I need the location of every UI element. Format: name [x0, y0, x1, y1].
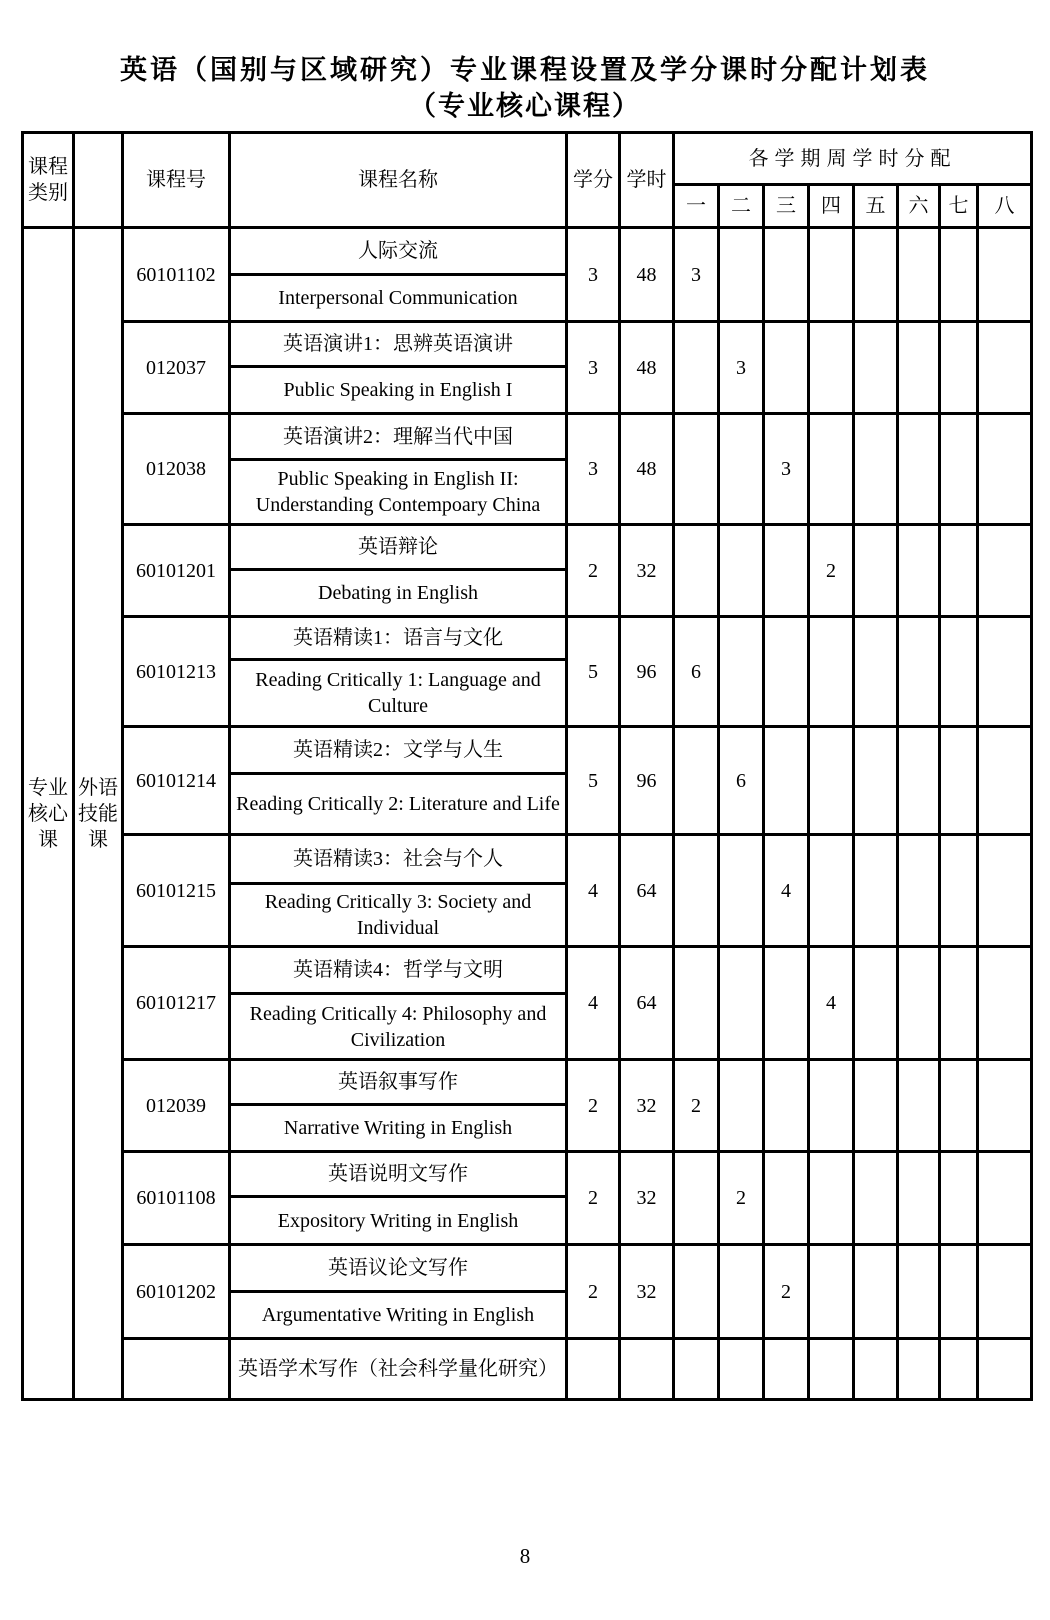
semester-cell — [719, 1245, 764, 1339]
semester-cell — [940, 947, 978, 1060]
semester-cell — [978, 322, 1032, 414]
semester-cell — [764, 947, 809, 1060]
table-row — [23, 414, 1032, 460]
semester-cell — [940, 322, 978, 414]
semester-cell — [854, 1339, 898, 1400]
header-course-no: 课程号 — [123, 133, 230, 228]
hours-cell: 64 — [620, 947, 674, 1060]
semester-cell — [674, 835, 719, 947]
credits-cell: 4 — [567, 947, 620, 1060]
table-row — [23, 1152, 1032, 1197]
semester-cell — [854, 228, 898, 322]
semester-cell — [898, 947, 940, 1060]
course-name-cn: 英语学术写作（社会科学量化研究） — [230, 1339, 567, 1400]
credits-cell: 5 — [567, 617, 620, 727]
table-row — [23, 835, 1032, 884]
course-name-cn: 英语精读3：社会与个人 — [230, 835, 567, 884]
semester-cell — [940, 1060, 978, 1152]
semester-cell — [764, 617, 809, 727]
category-label-major-core: 专业核心课 — [23, 228, 74, 1400]
semester-cell — [898, 1152, 940, 1245]
semester-cell: 6 — [719, 727, 764, 835]
credits-cell: 5 — [567, 727, 620, 835]
semester-cell — [764, 322, 809, 414]
semester-cell — [940, 1152, 978, 1245]
semester-cell — [978, 617, 1032, 727]
semester-cell — [809, 617, 854, 727]
semester-cell — [809, 1152, 854, 1245]
semester-cell — [940, 617, 978, 727]
semester-cell — [809, 414, 854, 525]
course-name-cn: 英语叙事写作 — [230, 1060, 567, 1105]
course-name-en: Argumentative Writing in English — [230, 1292, 567, 1339]
semester-cell — [854, 525, 898, 617]
hours-cell: 96 — [620, 617, 674, 727]
course-number-cell: 60101108 — [123, 1152, 230, 1245]
header-credits: 学分 — [567, 133, 620, 228]
semester-cell — [898, 414, 940, 525]
course-name-en: Debating in English — [230, 570, 567, 617]
semester-cell — [978, 1245, 1032, 1339]
semester-cell — [764, 1060, 809, 1152]
semester-cell — [764, 228, 809, 322]
header-sem-6: 六 — [898, 185, 940, 228]
course-number-cell: 60101215 — [123, 835, 230, 947]
course-number-cell: 012038 — [123, 414, 230, 525]
semester-cell — [674, 525, 719, 617]
semester-cell — [764, 727, 809, 835]
table-row — [23, 617, 1032, 660]
semester-cell — [674, 947, 719, 1060]
semester-cell — [854, 1245, 898, 1339]
semester-cell — [940, 1339, 978, 1400]
semester-cell: 6 — [674, 617, 719, 727]
semester-cell — [764, 1339, 809, 1400]
course-name-en: Reading Critically 4: Philosophy and Civilization — [230, 994, 567, 1060]
course-name-cn: 英语议论文写作 — [230, 1245, 567, 1292]
semester-cell — [854, 1060, 898, 1152]
semester-cell: 3 — [764, 414, 809, 525]
header-blank — [74, 133, 123, 228]
course-name-cn: 英语演讲2：理解当代中国 — [230, 414, 567, 460]
semester-cell — [719, 947, 764, 1060]
semester-cell — [854, 1152, 898, 1245]
course-number-cell: 60101102 — [123, 228, 230, 322]
semester-cell: 3 — [719, 322, 764, 414]
semester-cell — [978, 835, 1032, 947]
course-name-cn: 英语精读1：语言与文化 — [230, 617, 567, 660]
semester-cell — [898, 525, 940, 617]
hours-cell: 48 — [620, 228, 674, 322]
semester-cell — [978, 525, 1032, 617]
semester-cell: 2 — [674, 1060, 719, 1152]
course-name-en: Interpersonal Communication — [230, 275, 567, 322]
semester-cell — [674, 1339, 719, 1400]
course-number-cell: 60101202 — [123, 1245, 230, 1339]
page-subtitle: （专业核心课程） — [409, 91, 641, 121]
semester-cell — [898, 835, 940, 947]
credits-cell: 2 — [567, 1152, 620, 1245]
course-name-en: Public Speaking in English I — [230, 367, 567, 414]
page-title: 英语（国别与区域研究）专业课程设置及学分课时分配计划表 — [120, 55, 930, 85]
semester-cell — [854, 835, 898, 947]
hours-cell: 32 — [620, 1152, 674, 1245]
table-row — [23, 322, 1032, 367]
semester-cell — [809, 1060, 854, 1152]
table-row — [23, 727, 1032, 774]
course-number-cell — [123, 1339, 230, 1400]
semester-cell — [719, 617, 764, 727]
hours-cell: 96 — [620, 727, 674, 835]
hours-cell: 32 — [620, 525, 674, 617]
course-number-cell: 60101214 — [123, 727, 230, 835]
header-sem-2: 二 — [719, 185, 764, 228]
semester-cell — [978, 1339, 1032, 1400]
semester-cell — [940, 727, 978, 835]
table-row — [23, 1060, 1032, 1105]
table-row — [23, 525, 1032, 570]
hours-cell — [620, 1339, 674, 1400]
table-row — [23, 1339, 1032, 1400]
semester-cell — [940, 414, 978, 525]
semester-cell: 3 — [674, 228, 719, 322]
header-category: 课程类别 — [23, 133, 74, 228]
semester-cell: 2 — [719, 1152, 764, 1245]
semester-cell — [940, 835, 978, 947]
semester-cell — [978, 727, 1032, 835]
semester-cell — [854, 617, 898, 727]
semester-cell — [898, 228, 940, 322]
header-semester-group: 各学期周学时分配 — [674, 133, 1032, 185]
header-sem-4: 四 — [809, 185, 854, 228]
semester-cell: 4 — [809, 947, 854, 1060]
credits-cell: 3 — [567, 322, 620, 414]
semester-cell — [898, 1060, 940, 1152]
header-hours: 学时 — [620, 133, 674, 228]
course-name-en: Reading Critically 1: Language and Culture — [230, 660, 567, 727]
course-name-cn: 英语辩论 — [230, 525, 567, 570]
semester-cell — [940, 525, 978, 617]
semester-cell — [809, 727, 854, 835]
semester-cell — [809, 322, 854, 414]
course-name-cn: 英语精读4：哲学与文明 — [230, 947, 567, 994]
credits-cell: 3 — [567, 228, 620, 322]
header-sem-3: 三 — [764, 185, 809, 228]
hours-cell: 32 — [620, 1245, 674, 1339]
semester-cell — [898, 727, 940, 835]
semester-cell — [854, 727, 898, 835]
course-name-cn: 英语精读2：文学与人生 — [230, 727, 567, 774]
semester-cell — [674, 1245, 719, 1339]
header-course-name: 课程名称 — [230, 133, 567, 228]
semester-cell — [940, 228, 978, 322]
semester-cell — [978, 1060, 1032, 1152]
credits-cell: 3 — [567, 414, 620, 525]
semester-cell — [898, 617, 940, 727]
semester-cell — [978, 947, 1032, 1060]
semester-cell: 2 — [764, 1245, 809, 1339]
header-sem-7: 七 — [940, 185, 978, 228]
semester-cell — [854, 414, 898, 525]
semester-cell — [764, 1152, 809, 1245]
semester-cell: 2 — [809, 525, 854, 617]
semester-cell — [719, 1060, 764, 1152]
semester-cell — [898, 322, 940, 414]
semester-cell — [674, 1152, 719, 1245]
category-label-language-skill: 外语技能课 — [74, 228, 123, 1400]
course-name-en: Reading Critically 2: Literature and Life — [230, 774, 567, 835]
credits-cell: 4 — [567, 835, 620, 947]
course-name-en: Expository Writing in English — [230, 1197, 567, 1245]
semester-cell — [809, 835, 854, 947]
table-row — [23, 228, 1032, 275]
semester-cell — [854, 947, 898, 1060]
semester-cell — [809, 228, 854, 322]
semester-cell — [854, 322, 898, 414]
credits-cell — [567, 1339, 620, 1400]
hours-cell: 32 — [620, 1060, 674, 1152]
semester-cell — [898, 1245, 940, 1339]
hours-cell: 48 — [620, 414, 674, 525]
semester-cell — [940, 1245, 978, 1339]
credits-cell: 2 — [567, 1245, 620, 1339]
course-name-cn: 英语说明文写作 — [230, 1152, 567, 1197]
page-number: 8 — [519, 1544, 531, 1568]
course-number-cell: 60101213 — [123, 617, 230, 727]
semester-cell — [978, 414, 1032, 525]
credits-cell: 2 — [567, 525, 620, 617]
semester-cell — [674, 322, 719, 414]
semester-cell — [809, 1339, 854, 1400]
semester-cell — [719, 1339, 764, 1400]
semester-cell — [719, 414, 764, 525]
semester-cell — [719, 525, 764, 617]
header-sem-8: 八 — [978, 185, 1032, 228]
semester-cell — [719, 835, 764, 947]
semester-cell — [764, 525, 809, 617]
course-name-en: Public Speaking in English II: Understanding Contempoary China — [230, 460, 567, 525]
course-name-en: Reading Critically 3: Society and Individual — [230, 884, 567, 947]
course-number-cell: 60101217 — [123, 947, 230, 1060]
course-table — [21, 131, 1033, 1401]
semester-cell — [809, 1245, 854, 1339]
semester-cell — [719, 228, 764, 322]
semester-cell: 4 — [764, 835, 809, 947]
course-name-en: Narrative Writing in English — [230, 1105, 567, 1152]
semester-cell — [898, 1339, 940, 1400]
course-name-cn: 英语演讲1：思辨英语演讲 — [230, 322, 567, 367]
table-row — [23, 1245, 1032, 1292]
header-sem-1: 一 — [674, 185, 719, 228]
credits-cell: 2 — [567, 1060, 620, 1152]
course-number-cell: 012039 — [123, 1060, 230, 1152]
header-sem-5: 五 — [854, 185, 898, 228]
hours-cell: 48 — [620, 322, 674, 414]
hours-cell: 64 — [620, 835, 674, 947]
semester-cell — [674, 414, 719, 525]
semester-cell — [674, 727, 719, 835]
course-number-cell: 60101201 — [123, 525, 230, 617]
semester-cell — [978, 228, 1032, 322]
course-name-cn: 人际交流 — [230, 228, 567, 275]
table-row — [23, 947, 1032, 994]
semester-cell — [978, 1152, 1032, 1245]
course-number-cell: 012037 — [123, 322, 230, 414]
